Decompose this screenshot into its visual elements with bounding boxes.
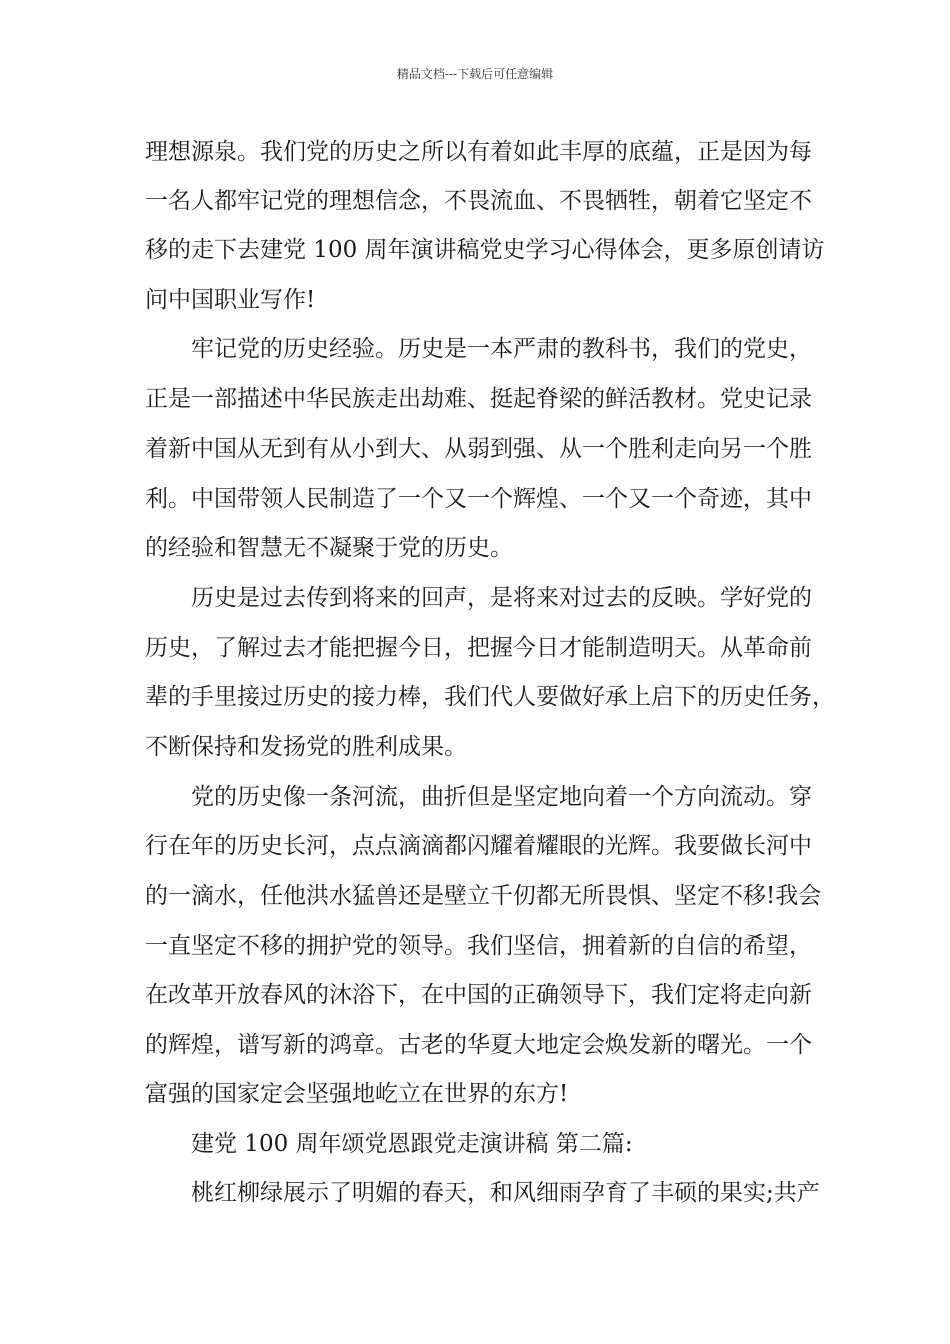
paragraph-line: 移的走下去建党 100 周年演讲稿党史学习心得体会，更多原创请访 xyxy=(145,237,825,263)
paragraph-line: 牢记党的历史经验。历史是一本严肃的教科书，我们的党史， xyxy=(191,336,812,362)
paragraph-line: 利。中国带领人民制造了一个又一个辉煌、一个又一个奇迹，其中 xyxy=(145,486,812,512)
page-header: 精品文档---下载后可任意编辑 xyxy=(396,67,554,81)
paragraph-line: 一直坚定不移的拥护党的领导。我们坚信，拥着新的自信的希望， xyxy=(145,933,812,959)
section-heading: 建党 100 周年颂党恩跟党走演讲稿 第二篇: xyxy=(191,1131,633,1157)
paragraph-line: 理想源泉。我们党的历史之所以有着如此丰厚的底蕴，正是因为每 xyxy=(145,139,812,165)
paragraph-line: 着新中国从无到有从小到大、从弱到强、从一个胜利走向另一个胜 xyxy=(145,436,812,462)
paragraph-line: 富强的国家定会坚强地屹立在世界的东方! xyxy=(145,1081,569,1107)
paragraph-line: 不断保持和发扬党的胜利成果。 xyxy=(145,734,467,760)
paragraph-line: 问中国职业写作! xyxy=(145,287,316,313)
paragraph-line: 在改革开放春风的沐浴下，在中国的正确领导下，我们定将走向新 xyxy=(145,982,812,1008)
paragraph-line: 一名人都牢记党的理想信念，不畏流血、不畏牺牲，朝着它坚定不 xyxy=(145,188,812,214)
paragraph-line: 桃红柳绿展示了明媚的春天，和风细雨孕育了丰硕的果实;共产 xyxy=(191,1180,820,1206)
paragraph-line: 正是一部描述中华民族走出劫难、挺起脊梁的鲜活教材。党史记录 xyxy=(145,386,812,412)
paragraph-line: 的一滴水，任他洪水猛兽还是壁立千仞都无所畏惧、坚定不移!我会 xyxy=(145,883,822,909)
paragraph-line: 行在年的历史长河，点点滴滴都闪耀着耀眼的光辉。我要做长河中 xyxy=(145,833,812,859)
paragraph-line: 辈的手里接过历史的接力棒，我们代人要做好承上启下的历史任务， xyxy=(145,684,835,710)
paragraph-line: 党的历史像一条河流，曲折但是坚定地向着一个方向流动。穿 xyxy=(191,784,812,810)
paragraph-line: 历史是过去传到将来的回声，是将来对过去的反映。学好党的 xyxy=(191,585,812,611)
paragraph-line: 的经验和智慧无不凝聚于党的历史。 xyxy=(145,535,513,561)
paragraph-line: 的辉煌，谱写新的鸿章。古老的华夏大地定会焕发新的曙光。一个 xyxy=(145,1032,812,1058)
paragraph-line: 历史，了解过去才能把握今日，把握今日才能制造明天。从革命前 xyxy=(145,635,812,661)
